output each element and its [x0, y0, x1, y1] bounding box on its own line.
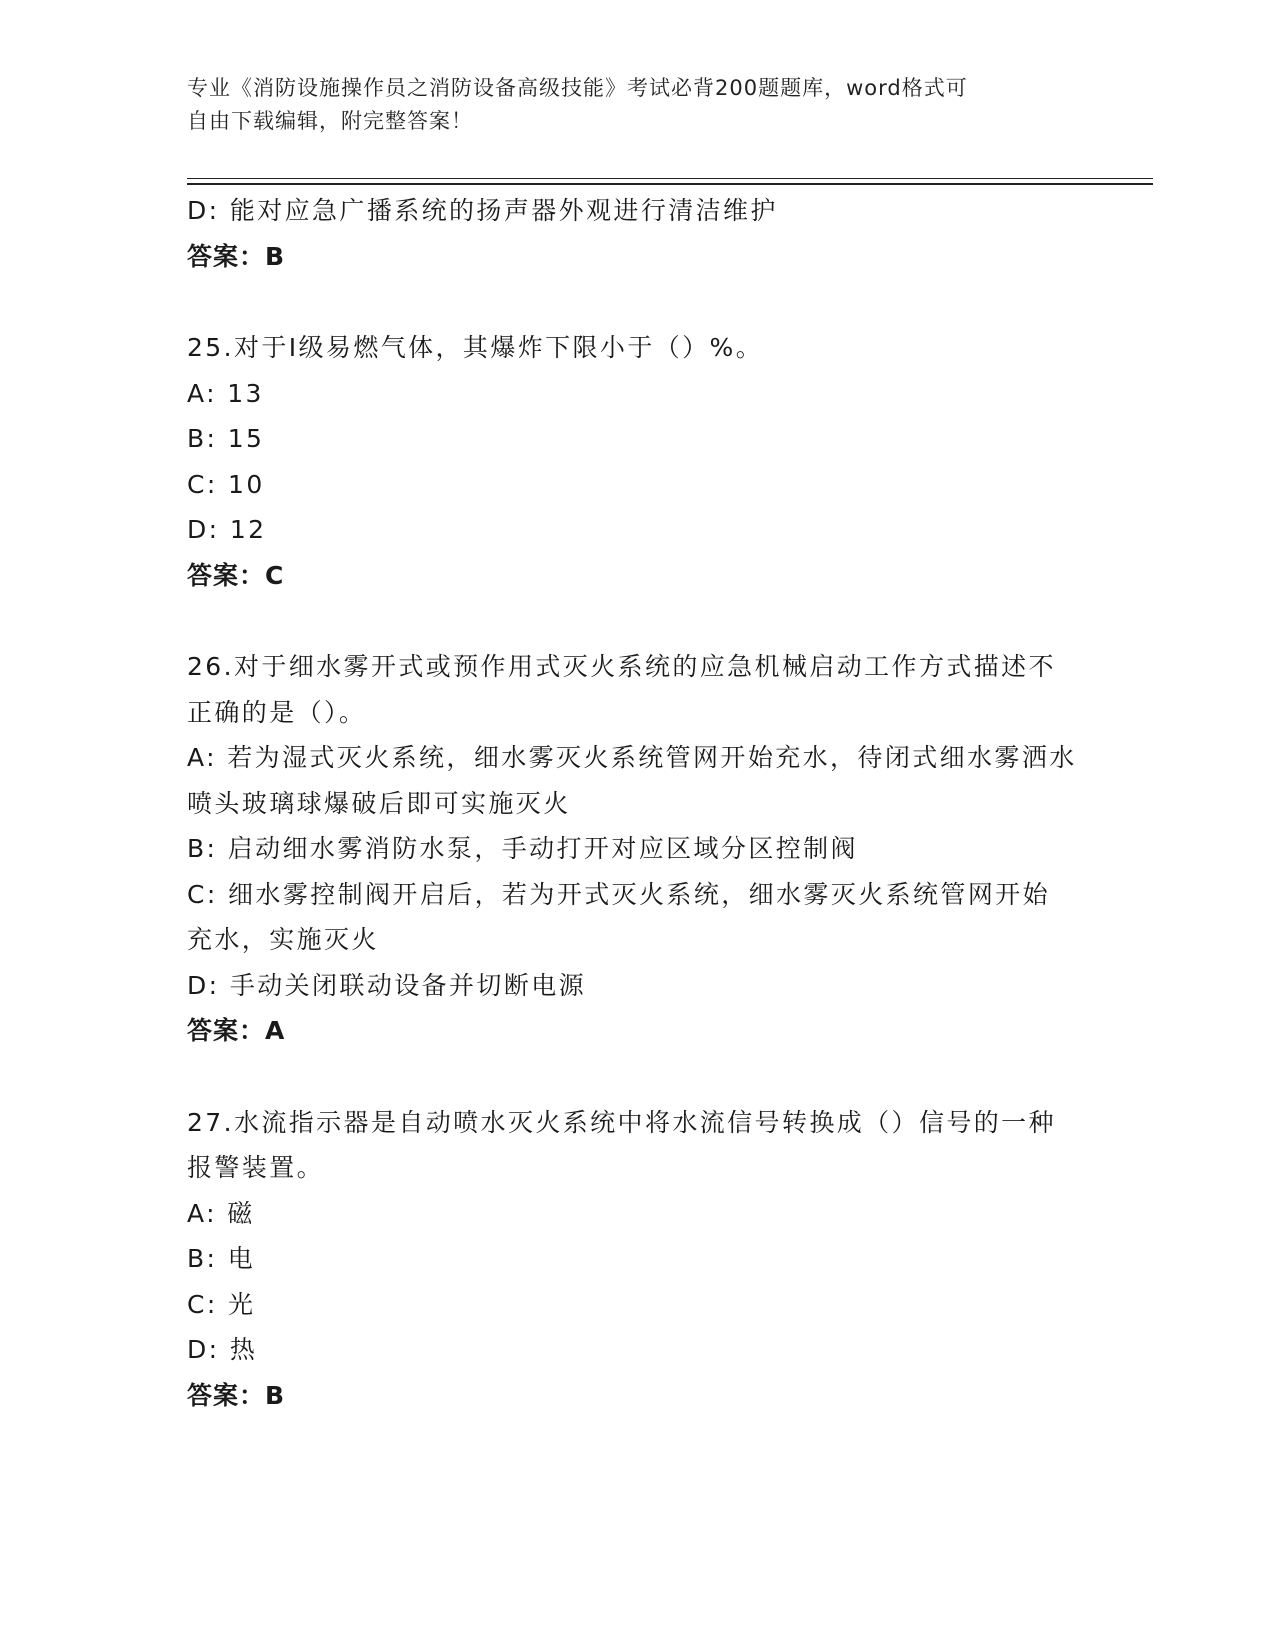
option-d: D: 能对应急广播系统的扬声器外观进行清洁维护 [187, 196, 778, 225]
question-list [187, 188, 1077, 1418]
option-d: D: 12 [187, 515, 267, 544]
question-27 [187, 1100, 1077, 1419]
header-line-1: 专业《消防设施操作员之消防设备高级技能》考试必背200题题库，word格式可 [187, 76, 968, 100]
question-25 [187, 325, 1077, 598]
option-b: B: 启动细水雾消防水泵，手动打开对应区域分区控制阀 [187, 834, 858, 863]
option-d: D: 手动关闭联动设备并切断电源 [187, 970, 587, 1000]
question-stem: 25.对于Ⅰ级易燃气体，其爆炸下限小于（）%。 [187, 333, 764, 362]
answer-line: 答案：B [187, 1380, 286, 1410]
option-b: B: 电 [187, 1244, 256, 1273]
question-stem: 27.水流指示器是自动喷水灭火系统中将水流信号转换成（）信号的一种报警装置。 [187, 1107, 1056, 1182]
option-c: C: 细水雾控制阀开启后，若为开式灭火系统，细水雾灭火系统管网开始充水，实施灭火 [187, 879, 1051, 954]
header-divider-thin [187, 178, 1153, 179]
answer-line: 答案：B [187, 241, 286, 271]
spacer [187, 279, 1077, 325]
answer-line: 答案：C [187, 560, 285, 590]
option-a: A: 若为湿式灭火系统，细水雾灭火系统管网开始充水，待闭式细水雾洒水喷头玻璃球爆破后即可实施灭火 [187, 743, 1077, 818]
document-header [187, 72, 1067, 138]
previous-question-tail [187, 188, 1077, 279]
answer-line: 答案：A [187, 1016, 286, 1045]
header-divider-thick [187, 183, 1153, 185]
option-c: C: 光 [187, 1289, 256, 1319]
option-a: A: 磁 [187, 1198, 255, 1228]
header-line-2: 自由下载编辑，附完整答案！ [187, 109, 473, 133]
question-stem: 26.对于细水雾开式或预作用式灭火系统的应急机械启动工作方式描述不正确的是（）。 [187, 652, 1056, 727]
spacer [187, 1054, 1077, 1100]
option-a: A: 13 [187, 378, 264, 408]
option-d: D: 热 [187, 1335, 258, 1364]
spacer [187, 598, 1077, 644]
question-26 [187, 644, 1077, 1054]
option-b: B: 15 [187, 424, 265, 453]
option-c: C: 10 [187, 469, 265, 499]
